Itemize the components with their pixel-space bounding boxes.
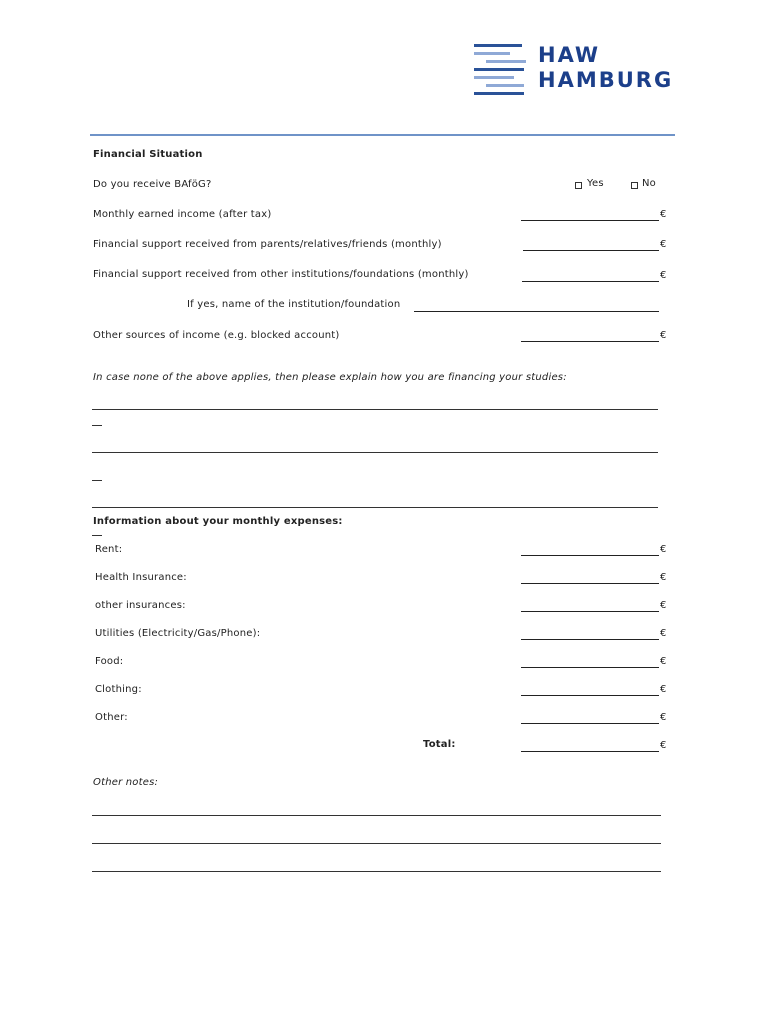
explain-prompt: In case none of the above applies, then please explain how you are financing your studies: xyxy=(93,372,567,383)
health-insurance-field[interactable] xyxy=(521,583,659,584)
notes-line[interactable] xyxy=(92,843,661,844)
clothing-label: Clothing: xyxy=(95,684,142,695)
currency-symbol: € xyxy=(660,740,667,751)
utilities-field[interactable] xyxy=(521,639,659,640)
logo-bar xyxy=(474,44,522,47)
other-expenses-field[interactable] xyxy=(521,723,659,724)
expenses-title: Information about your monthly expenses: xyxy=(93,516,343,527)
logo-bar xyxy=(474,76,514,79)
rent-field[interactable] xyxy=(521,555,659,556)
food-field[interactable] xyxy=(521,667,659,668)
logo-bar xyxy=(474,68,524,71)
rent-label: Rent: xyxy=(95,544,123,555)
logo-bar xyxy=(474,92,524,95)
earned-income-label: Monthly earned income (after tax) xyxy=(93,209,272,220)
clothing-field[interactable] xyxy=(521,695,659,696)
bafoeg-no-label: No xyxy=(642,178,656,189)
currency-symbol: € xyxy=(660,712,667,723)
currency-symbol: € xyxy=(660,544,667,555)
header-divider xyxy=(90,134,675,136)
bafoeg-yes-checkbox[interactable] xyxy=(575,182,582,189)
currency-symbol: € xyxy=(660,209,667,220)
currency-symbol: € xyxy=(660,270,667,281)
total-label: Total: xyxy=(423,739,456,750)
parents-support-field[interactable] xyxy=(523,250,659,251)
institution-support-field[interactable] xyxy=(522,281,659,282)
bafoeg-no-checkbox[interactable] xyxy=(631,182,638,189)
explain-line[interactable] xyxy=(92,409,658,410)
explain-line-dash xyxy=(92,425,102,426)
utilities-label: Utilities (Electricity/Gas/Phone): xyxy=(95,628,261,639)
total-field[interactable] xyxy=(521,751,659,752)
explain-line[interactable] xyxy=(92,507,658,508)
health-insurance-label: Health Insurance: xyxy=(95,572,187,583)
other-income-label: Other sources of income (e.g. blocked account) xyxy=(93,330,340,341)
other-expenses-label: Other: xyxy=(95,712,128,723)
parents-support-label: Financial support received from parents/relatives/friends (monthly) xyxy=(93,239,442,250)
notes-line[interactable] xyxy=(92,815,661,816)
logo-text-line1: HAW xyxy=(538,43,601,67)
currency-symbol: € xyxy=(660,330,667,341)
currency-symbol: € xyxy=(660,684,667,695)
institution-name-field[interactable] xyxy=(414,311,659,312)
explain-line[interactable] xyxy=(92,452,658,453)
currency-symbol: € xyxy=(660,600,667,611)
section-title: Financial Situation xyxy=(93,149,203,160)
food-label: Food: xyxy=(95,656,124,667)
institution-name-label: If yes, name of the institution/foundation xyxy=(187,299,401,310)
currency-symbol: € xyxy=(660,656,667,667)
other-income-field[interactable] xyxy=(521,341,659,342)
earned-income-field[interactable] xyxy=(521,220,659,221)
currency-symbol: € xyxy=(660,572,667,583)
other-insurances-field[interactable] xyxy=(521,611,659,612)
other-insurances-label: other insurances: xyxy=(95,600,186,611)
currency-symbol: € xyxy=(660,628,667,639)
logo-bar xyxy=(486,84,524,87)
logo-bar xyxy=(474,52,510,55)
logo-text-line2: HAMBURG xyxy=(538,68,674,92)
other-notes-label: Other notes: xyxy=(93,777,159,788)
notes-line[interactable] xyxy=(92,871,661,872)
currency-symbol: € xyxy=(660,239,667,250)
bafoeg-question: Do you receive BAföG? xyxy=(93,179,212,190)
explain-line-dash xyxy=(92,480,102,481)
expenses-title-dash xyxy=(92,535,102,536)
institution-support-label: Financial support received from other institutions/foundations (monthly) xyxy=(93,269,469,280)
bafoeg-yes-label: Yes xyxy=(587,178,604,189)
logo-bar xyxy=(486,60,526,63)
